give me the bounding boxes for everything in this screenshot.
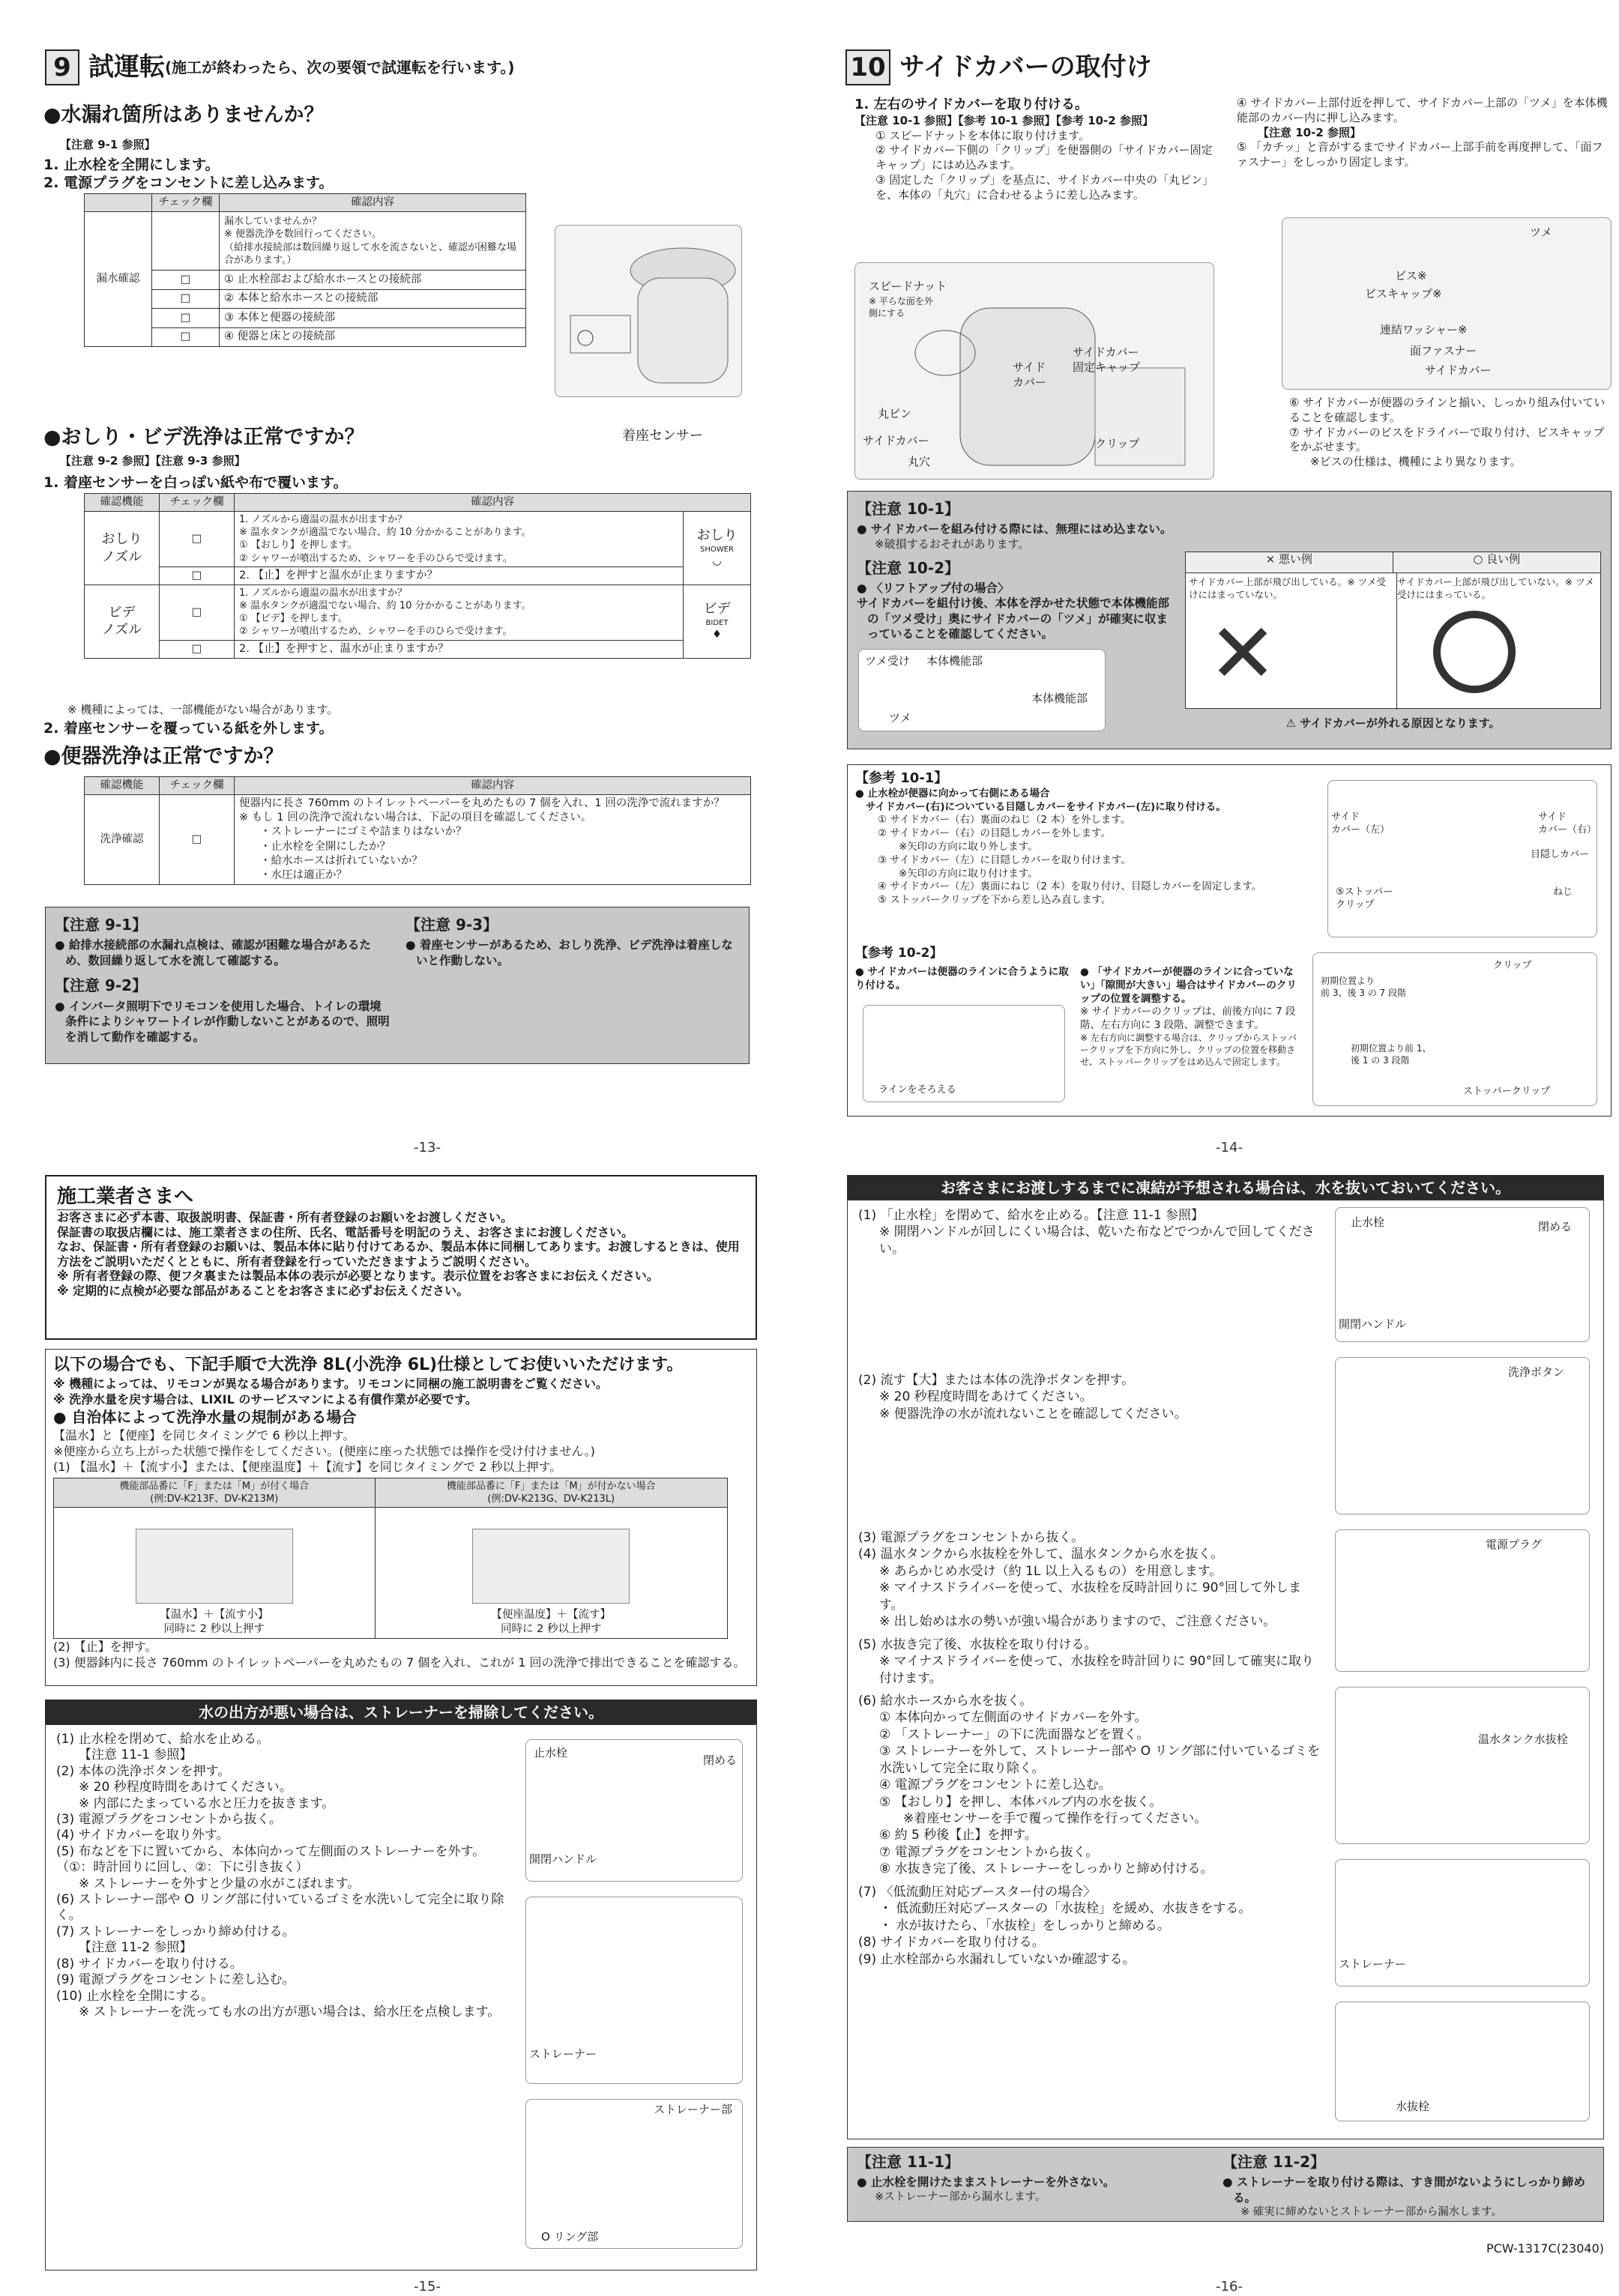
page-14 <box>839 30 1619 1154</box>
freeze-box: (1) 「止水栓」を閉めて、給水を止める。【注意 11-1 参照】 ※ 開閉ハンドルが回しにくい場合は、乾いた布などでつかんで回してください。 止水栓 閉める 開閉ハンドル (2) 流す【大】または本体の洗浄ボタンを押す。 ※ 20 秒程度時間をあけてください。 ※ 便器洗浄の水が流れないことを確認してください。 洗浄ボタン (3) 電源プラグをコンセントから抜く。 (4) 温水タンクから水抜栓を外して、温水タンクから水を抜く。 ※ あらかじめ水受け（約 1L 以上入るもの）を用意します。 ※ マイナスドライバーを使って、水抜栓を反時計回りに 90°回して外します。 ※ 出し始めは水の勢いが強い場合がありますので、ご注意ください。 (5) 水抜き完了後、水抜栓を取り付ける。 ※ マイナスドライバーを使って、水抜栓を時計回りに 90°回して確実に取り付けます。 (6) 給水ホースから水を抜く。 ① 本体向かって左側面のサイドカバーを外す。 ② 「ストレーナー」の下に洗面器などを置く。 ③ ストレーナーを外して、ストレーナー部や O リング部に付いているゴミを水洗いして完全に取り除く。 ④ 電源プラグをコンセントに差し込む。 ⑤ 【おしり】を押し、本体バルブ内の水を抜く。 ※着座センサーを手で覆って操作を行ってください。 ⑥ 約 5 秒後【止】を押す。 ⑦ 電源プラグをコンセントから抜く。 ⑧ 水抜き完了後、ストレーナーをしっかりと締め付ける。 (7) 〈低流動圧対応ブースター付の場合〉 ・ 低流動圧対応ブースターの「水抜栓」を緩め、水抜きをする。 ・ 水が抜けたら、「水抜栓」をしっかりと締める。 (8) サイドカバーを取り付ける。 (9) 止水栓部から水漏れしていないか確認する。 電源プラグ 温水タンク水抜栓 ストレーナー 水抜栓 <box>847 1199 1604 2139</box>
checkbox[interactable]: □ <box>160 795 235 885</box>
step-1: 1. 止水栓を全開にします。 <box>43 157 220 173</box>
note: ※ビスの仕様は、機種により異なります。 <box>1310 455 1522 469</box>
ref-note: 【注意 10-1 参照】【参考 10-1 参照】【参考 10-2 参照】 <box>854 113 1154 127</box>
button-illustration: 洗浄ボタン <box>1335 1357 1590 1514</box>
substep: ⑥ サイドカバーが便器のラインと揃い、しっかり組み付いていることを確認します。 <box>1289 396 1606 424</box>
document-code: PCW-1317C(23040) <box>1486 2241 1604 2256</box>
installer-line: なお、保証書・所有者登録のお願いは、製品本体に貼り付けてあるか、製品本体に同梱してあります。お渡しするときは、使用方法をご説明いただくとともに、所有者登録を行っていただきますようご説明ください。 <box>57 1239 740 1269</box>
strainer-step: (6) ストレーナー部や O リング部に付いているゴミを水洗いして完全に取り除く。 <box>56 1892 504 1924</box>
remote-illustration <box>136 1529 293 1604</box>
water-volume-box: 以下の場合でも、下記手順で大洗浄 8L(小洗浄 6L)仕様としてお使いいただけます。 ※ 機種によっては、リモコンが異なる場合があります。リモコンに同梱の施工説明書をご覧ください。 ※ 洗浄水量を戻す場合は、LIXIL のサービスマンによる有償作業が必要です。 ● 自治体によって洗浄水量の規制がある場合 【温水】と【便座】を同じタイミングで 6 秒以上押す。 ※便座から立ち上がった状態で操作をしてください。(便座に座った状態では操作を受け付けません。) (1) 【温水】＋【流す小】または、【便座温度】＋【流す】を同じタイミングで 2 秒以上押す。 機能部品番に「F」または「M」が付く場合 (例:DV-K213F、DV-K213M) 機能部品番に「F」または「M」が付かない場合 (例:DV-K213G、DV-K213L) 【温水】＋【流す小】 同時に 2 秒以上押す 【便座温度】＋【流す】 同時に 2 秒以上押す (2) 【止】を押す。 (3) 便器鉢内に長さ 760mm のトイレットペーパーを丸めたもの 7 個を入れ、これが 1 回の洗浄で排出できることを確認する。 <box>45 1349 757 1686</box>
strainer-step: 【注意 11-2 参照】 <box>79 1940 193 1956</box>
checkbox[interactable]: □ <box>152 327 220 347</box>
valve-illustration: 止水栓 閉める 開閉ハンドル <box>1335 1207 1590 1342</box>
checkbox[interactable]: □ <box>160 584 235 640</box>
step-remove-paper: 2. 着座センサーを覆っている紙を外します。 <box>43 720 334 737</box>
section-number: 9 <box>45 49 79 85</box>
page-number: -15- <box>414 2279 441 2295</box>
page-number: -13- <box>414 1140 441 1155</box>
substep: ⑦ サイドカバーのビスをドライバーで取り付け、ビスキャップをかぶせます。 <box>1289 425 1605 454</box>
strainer-step: ※ ストレーナーを洗っても水の出方が悪い場合は、給水圧を点検します。 <box>79 2004 501 2019</box>
ref-note: 【注意 10-2 参照】 <box>1258 125 1361 139</box>
good-circle-icon <box>1433 611 1516 693</box>
remote-table: 機能部品番に「F」または「M」が付く場合 (例:DV-K213F、DV-K213M) 機能部品番に「F」または「M」が付かない場合 (例:DV-K213G、DV-K213L) 【温水】＋【流す小】 同時に 2 秒以上押す 【便座温度】＋【流す】 同時に 2 秒以上押す <box>53 1478 728 1639</box>
tsume-illustration: ツメ受け 本体機能部 本体機能部 ツメ <box>858 649 1106 731</box>
installer-notice: 施工業者さまへ お客さまに必ず本書、取扱説明書、保証書・所有者登録のお願いをお渡しください。 保証書の取扱店欄には、施工業者さまの住所、氏名、電話番号を明記のうえ、お客さまにお渡しください。 なお、保証書・所有者登録のお願いは、製品本体に貼り付けてあるか、製品本体に同梱してあります。お渡しするときは、使用方法をご説明いただくとともに、所有者登録を行っていただきますようご説明ください。 ※ 所有者登録の際、便フタ裏または製品本体の表示が必要となります。表示位置をお客さまにお伝えください。 ※ 定期的に点検が必要な部品があることをお客さまに必ずお伝えください。 <box>45 1175 757 1340</box>
installer-line: ※ 所有者登録の際、便フタ裏または製品本体の表示が必要となります。表示位置をお客さまにお伝えください。 <box>57 1269 659 1284</box>
step-1: 1. 左右のサイドカバーを取り付ける。 <box>854 97 1088 112</box>
checkbox[interactable]: □ <box>160 640 235 658</box>
strainer-step: (7) ストレーナーをしっかり締め付ける。 <box>56 1924 295 1939</box>
valve-illustration: 止水栓 閉める 開閉ハンドル <box>525 1739 743 1882</box>
checkbox[interactable]: □ <box>152 289 220 309</box>
page-number: -14- <box>1216 1140 1243 1155</box>
substep: ④ サイドカバー上部付近を押して、サイドカバー上部の「ツメ」を本体機能部のカバー内に押し込みます。 <box>1237 96 1608 124</box>
strainer-step: (9) 電源プラグをコンセントに差し込む。 <box>56 1972 295 1988</box>
bad-x-icon: ✕ <box>1208 605 1278 701</box>
strainer-step: (5) 布などを下に置いてから、本体向かって左側面のストレーナーを外す。（①：時計回りに回し、②：下に引き抜く） <box>56 1843 486 1876</box>
strainer-step: (1) 止水栓を閉めて、給水を止める。 <box>56 1732 270 1747</box>
blind-cover-illustration: サイド カバー（左） サイド カバー（右） 目隠しカバー ねじ ⑤ストッパー クリップ <box>1327 780 1597 937</box>
warning-icon: ⚠ <box>1285 716 1296 730</box>
strainer-step: (2) 本体の洗浄ボタンを押す。 <box>56 1763 231 1779</box>
line-illustration: ラインをそろえる <box>863 1005 1065 1102</box>
page-16 <box>839 1169 1619 2293</box>
checkbox[interactable]: □ <box>160 567 235 584</box>
page-13 <box>37 30 817 1154</box>
heading-flush: ●便器洗浄は正常ですか？ <box>43 745 284 768</box>
section-title: 試運転 <box>88 52 165 82</box>
strainer-step: ※ ストレーナーを外すと少量の水がこぼれます。 <box>79 1876 361 1891</box>
step-cover-sensor: 1. 着座センサーを白っぽい紙や布で覆います。 <box>43 474 348 491</box>
strainer-banner: 水の出方が悪い場合は、ストレーナーを掃除してください。 <box>45 1700 757 1725</box>
seat-sensor-label: 着座センサー <box>622 428 703 444</box>
oring-illustration: ストレーナー部 O リング部 <box>525 2099 743 2249</box>
strainer-step: ※ 内部にたまっている水と圧力を抜きます。 <box>79 1795 335 1811</box>
washlet-check-table: 確認機能 チェック欄 確認内容 おしり ノズル □ 1. ノズルから適温の温水が出ますか？ ※ 温水タンクが適温でない場合、約 10 分かかることがあります。 ① 【おしり】を押します。 ② シャワーが噴出するため、シャワーを手のひらで受けます。 おしり SHOWER ◡ □ 2. 【止】を押すと温水が止まりますか？ ビデ ノズル □ 1. ノズルから適温の温水が出ますか？ ※ 温水タンクが適温でない場合、約 10 分かかることがあります。 ① 【ビデ】を押します。 ② シャワーが噴出するため、シャワーを手のひらで受けます。 ビデ BIDET ♦ □ 2. 【止】を押すと、温水が止まりますか？ <box>84 493 751 659</box>
heading-washlet: ●おしり・ビデ洗浄は正常ですか？ <box>43 426 365 449</box>
ref-note: 【注意 9-1 参照】 <box>60 138 156 151</box>
flush-check-table: 確認機能 チェック欄 確認内容 洗浄確認 □ 便器内に長さ 760mm のトイレットペーパーを丸めたもの 7 個を入れ、1 回の洗浄で流れますか？ ※ もし 1 回の洗浄で流れない場合は、下記の項目を確認してください。 ・ストレーナーにゴミや詰まりはないか？ ・止水栓を全開にしたか？ ・給水ホースは折れていないか？ ・水圧は適正か？ <box>84 776 751 885</box>
strainer-step: (8) サイドカバーを取り付ける。 <box>56 1956 243 1972</box>
note-models: ※ 機種によっては、一部機能がない場合があります。 <box>67 703 339 716</box>
substep: ② サイドカバー下側の「クリップ」を便器側の「サイドカバー固定キャップ」にはめ込みます。 <box>875 143 1213 172</box>
leak-check-table: チェック欄 確認内容 漏水確認 漏水していませんか？ ※ 便器洗浄を数回行ってください。 （給排水接続部は数回繰り返して水を流さないと、確認が困難な場合があります。） □ ① 止水栓部および給水ホースとの接続部 □ ② 本体と給水ホースとの接続部 □ ③ 本体と便器の接続部 □ ④ 便器と床との接続部 <box>84 193 526 347</box>
checkbox[interactable]: □ <box>152 309 220 328</box>
substep: ① スピードナットを本体に取り付けます。 <box>875 128 1091 142</box>
caution-box-11: 【注意 11-1】 ● 止水栓を開けたままストレーナーを外さない。 ※ストレーナー部から漏水します。 【注意 11-2】 ● ストレーナーを取り付ける際は、すき間がないようにしっかり締める。 ※ 確実に締めないとストレーナー部から漏水します。 <box>847 2147 1604 2222</box>
strainer-box <box>45 1723 757 2271</box>
freeze-banner: お客さまにお渡しするまでに凍結が予想される場合は、水を抜いておいてください。 <box>847 1175 1604 1200</box>
page-number: -16- <box>1216 2279 1243 2295</box>
strainer-illustration: ストレーナー <box>1335 1859 1590 1987</box>
installer-line: 保証書の取扱店欄には、施工業者さまの住所、氏名、電話番号を明記のうえ、お客さまにお渡しください。 <box>57 1224 633 1239</box>
oshiri-icon: おしり SHOWER ◡ <box>696 528 738 568</box>
bidet-icon: ビデ BIDET ♦ <box>703 601 731 641</box>
remote-illustration <box>472 1529 630 1604</box>
checkbox[interactable]: □ <box>160 512 235 567</box>
clip-illustration: クリップ 初期位置より 前 3、後 3 の 7 段階 初期位置より前 1、 後 1 の 3 段階 ストッパークリップ <box>1312 952 1597 1106</box>
substep: ③ 固定した「クリップ」を基点に、サイドカバー中央の「丸ピン」を、本体の「丸穴」に合わせるように差し込みます。 <box>875 172 1214 202</box>
heading-leak: ●水漏れ箇所はありませんか？ <box>43 103 325 127</box>
side-cover-illustration: スピードナット ※ 平らな面を外側にする サイド カバー サイドカバー 固定キャップ 丸ピン サイドカバー 丸穴 クリップ <box>854 262 1214 480</box>
installer-line: お客さまに必ず本書、取扱説明書、保証書・所有者登録のお願いをお渡しください。 <box>57 1210 513 1225</box>
strainer-illustration: ストレーナー <box>525 1897 743 2084</box>
toilet-illustration <box>555 225 742 397</box>
caution-box-9: 【注意 9-1】 ● 給排水接続部の水漏れ点検は、確認が困難な場合があるため、数回繰り返して水を流して確認する。 【注意 9-2】 ● インバータ照明下でリモコンを使用した場合、トイレの環境条件によりシャワートイレが作動しないことがあるので、照明を消して動作を確認する。 【注意 9-3】 ● 着座センサーがあるため、おしり洗浄、ビデ洗浄は着座しないと作動しない。 <box>45 907 750 1064</box>
strainer-step: (10) 止水栓を全開にする。 <box>56 1988 214 2004</box>
reference-box-10: 【参考 10-1】 ● 止水栓が便器に向かって右側にある場合 サイドカバー(右)についている目隠しカバーをサイドカバー(左)に取り付ける。 ① サイドカバー（右）裏面のねじ（2 本）を外します。 ② サイドカバー（右）の目隠しカバーを外します。 ※矢印の方向に取り外します。 ③ サイドカバー（左）に目隠しカバーを取り付けます。 ※矢印の方向に取り付けます。 ④ サイドカバー（左）裏面にねじ（2 本）を取り付け、目隠しカバーを固定します。 ⑤ ストッパークリップを下から差し込み直します。 サイド カバー（左） サイド カバー（右） 目隠しカバー ねじ ⑤ストッパー クリップ 【参考 10-2】 ● サイドカバーは便器のラインに合うように取り付ける。 ● 「サイドカバーが便器のラインに合っていない」「隙間が大きい」場合はサイドカバーのクリップの位置を調整する。 ※ サイドカバーのクリップは、前後方向に 7 段階、左右方向に 3 段階、調整できます。 ※ 左右方向に調整する場合は、クリップからストッパークリップを下方向に外し、クリップの位置を移動させ、ストッパークリップをはめ込んで固定します。 ラインをそろえる クリップ 初期位置より 前 3、後 3 の 7 段階 初期位置より前 1、 後 1 の 3 段階 ストッパークリップ <box>847 764 1612 1117</box>
caution-box-10: 【注意 10-1】 ● サイドカバーを組み付ける際には、無理にはめ込まない。 ※破損するおそれがあります。 【注意 10-2】 ● 〈リフトアップ付の場合〉 サイドカバーを組付け後、本体を浮かせた状態で本体機能部の「ツメ受け」奥にサイドカバーの「ツメ」が確実に収まっていることを確認してください。 ツメ受け 本体機能部 本体機能部 ツメ × 悪い例 ○ 良い例 サイドカバー上部が飛び出している。※ ツメ受けにはまっていない。 サイドカバー上部が飛び出していない。※ ツメ受けにはまっている。 ✕ ⚠ サイドカバーが外れる原因となります。 <box>847 491 1612 749</box>
step-2: 2. 電源プラグをコンセントに差し込みます。 <box>43 175 334 191</box>
plug-illustration: 電源プラグ <box>1335 1529 1590 1672</box>
checkbox[interactable]: □ <box>152 271 220 290</box>
substep: ⑤ 「カチッ」と音がするまでサイドカバー上部手前を再度押して、「面ファスナー」をしっかり固定します。 <box>1237 140 1603 169</box>
strainer-step: ※ 20 秒程度時間をあけてください。 <box>79 1780 292 1795</box>
drain-illustration: 温水タンク水抜栓 <box>1335 1687 1590 1844</box>
section-title: サイドカバーの取付け <box>899 52 1152 82</box>
example-compare: × 悪い例 ○ 良い例 サイドカバー上部が飛び出している。※ ツメ受けにはまっていない。 サイドカバー上部が飛び出していない。※ ツメ受けにはまっている。 ✕ <box>1185 552 1601 709</box>
section-subtitle: (施工が終わったら、次の要領で試運転を行います。) <box>165 58 515 76</box>
section-number: 10 <box>845 49 890 85</box>
strainer-step: 【注意 11-1 参照】 <box>79 1747 193 1763</box>
screw-illustration: ツメ ビス※ ビスキャップ※ 連結ワッシャー※ 面ファスナー サイドカバー <box>1282 217 1612 390</box>
booster-illustration: 水抜栓 <box>1335 2002 1590 2121</box>
ref-note: 【注意 9-2 参照】【注意 9-3 参照】 <box>60 454 246 468</box>
strainer-step: (3) 電源プラグをコンセントから抜く。 <box>56 1812 283 1828</box>
strainer-step: (4) サイドカバーを取り外す。 <box>56 1828 229 1843</box>
installer-line: ※ 定期的に点検が必要な部品があることをお客さまに必ずお伝えください。 <box>57 1283 469 1298</box>
page-15 <box>37 1169 817 2293</box>
